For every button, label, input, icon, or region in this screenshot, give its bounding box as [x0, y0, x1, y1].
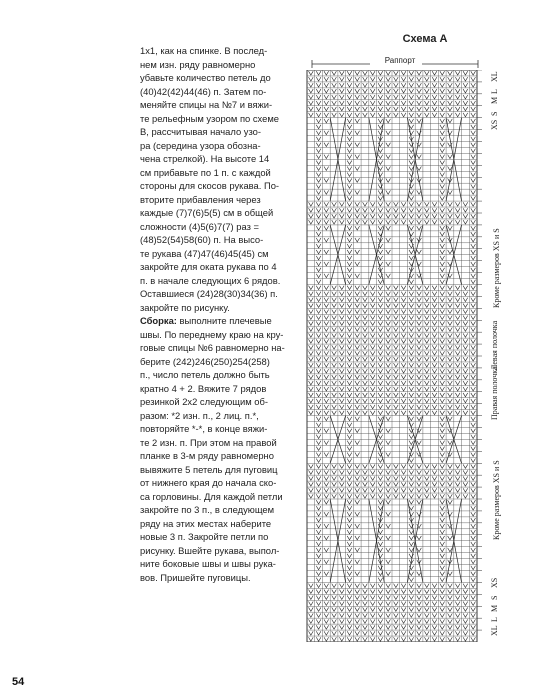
size-label-s-top: S — [490, 111, 499, 116]
size-label-s-bottom: S — [490, 595, 499, 600]
size-label-l-bottom: L — [490, 617, 499, 622]
rapport-label: Раппорт — [384, 56, 416, 65]
label-except-sizes-top: Кроме размеров XS и S — [492, 228, 501, 308]
size-label-l-top: L — [490, 89, 499, 94]
size-label-m-bottom: M — [490, 604, 499, 612]
label-right-placket: Правая полочка — [490, 366, 499, 420]
chart-grid — [307, 70, 482, 642]
knitting-chart — [300, 70, 484, 642]
size-label-xs-bottom: XS — [490, 577, 499, 588]
assembly-paragraph — [140, 314, 290, 584]
label-left-placket: Левая полочка — [490, 320, 499, 370]
assembly-heading: Сборка: — [140, 315, 177, 326]
assembly-text: выполните плечевые швы. По переднему краю на кру- говые спицы №6 равномерно на- берите (242)246(250)254(258) п., число петель должно быть кратно 4 + 2. Вяжите 7 рядов резинкой 2x2 следующим об- разом: *2 изн. п., 2 лиц. п.*, повторяйте *-*, в конце вяжи- те 2 изн. п. При этом на правой планке в 3-м ряду равномерно вывяжите 5 петель для пуговиц от нижнего края до начала ско- са горловины. Для каждой петли закройте по 3 п., в следующем ряду на этих местах наберите новые 3 п. Закройте петли по рисунку. Вшейте рукава, выпол- ните боковые швы и швы рука- вов. Пришейте пуговицы. — [140, 315, 285, 583]
size-label-xs-top: XS — [490, 119, 499, 130]
label-except-sizes-bottom: Кроме размеров XS и S — [492, 460, 501, 540]
size-label-m-top: M — [490, 96, 499, 104]
scheme-title: Схема А — [402, 33, 448, 45]
rapport-bracket — [302, 56, 482, 70]
instructions-paragraph-1: 1x1, как на спинке. В послед- нем изн. ряду равномерно убавьте количество петель до (40)42(42)44(46) п. Затем по- меняйте спицы на №7 и вяжи- те рельефным узором по схеме B, рассчитывая начало узо- ра (середина узора обозна- чена стрелкой). На высоте 14 см прибавьте по 1 п. с каждой стороны для скосов рукава. По- вторите прибавления через каждые (7)7(6)5(5) см в общей сложности (4)5(6)7(7) раз = (48)52(54)58(60) п. На высо- те рукава (47)47(46)45(45) см закройте для оката рукава по 4 п. в начале следующих 6 рядов. Оставшиеся (24)28(30)34(36) п. закройте по рисунку. — [140, 45, 281, 313]
size-label-xl-bottom: XL — [490, 625, 499, 636]
size-label-xl-top: XL — [490, 71, 499, 82]
page-number: 54 — [12, 676, 25, 688]
instructions-text — [140, 44, 290, 584]
